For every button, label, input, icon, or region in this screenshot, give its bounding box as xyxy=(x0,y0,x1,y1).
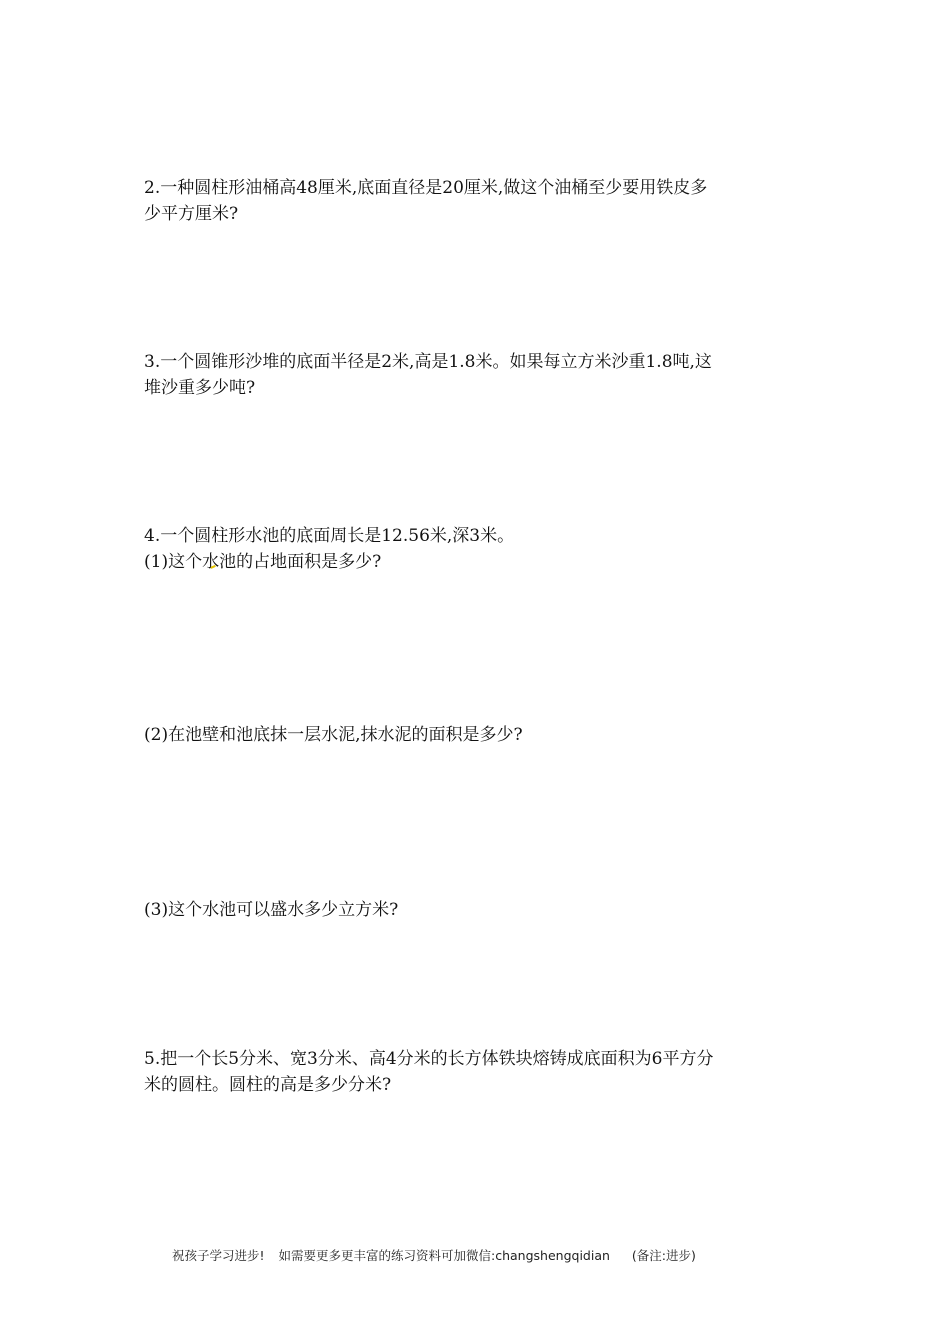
question-2-line-1: 2.一种圆柱形油桶高48厘米,底面直径是20厘米,做这个油桶至少要用铁皮多 xyxy=(144,178,708,198)
footer-note: (备注:进步) xyxy=(631,1248,696,1263)
question-5-line-1: 5.把一个长5分米、宽3分米、高4分米的长方体铁块熔铸成底面积为6平方分 xyxy=(144,1049,714,1069)
question-2-line-2: 少平方厘米? xyxy=(144,204,239,224)
question-3-line-1: 3.一个圆锥形沙堆的底面半径是2米,高是1.8米。如果每立方米沙重1.8吨,这 xyxy=(144,352,712,372)
question-3-line-2: 堆沙重多少吨? xyxy=(144,378,256,398)
footer-greeting: 祝孩子学习进步! xyxy=(172,1248,265,1263)
question-5-line-2: 米的圆柱。圆柱的高是多少分米? xyxy=(144,1075,392,1095)
question-4-part-2: (2)在池壁和池底抹一层水泥,抹水泥的面积是多少? xyxy=(144,725,523,745)
question-4-stem: 4.一个圆柱形水池的底面周长是12.56米,深3米。 xyxy=(144,526,515,546)
question-4-part-3: (3)这个水池可以盛水多少立方米? xyxy=(144,900,399,920)
question-4-part-1: (1)这个水池的占地面积是多少? xyxy=(144,552,382,572)
page-footer xyxy=(172,1246,812,1266)
footer-contact: 如需要更多更丰富的练习资料可加微信:changshengqidian xyxy=(278,1248,610,1263)
